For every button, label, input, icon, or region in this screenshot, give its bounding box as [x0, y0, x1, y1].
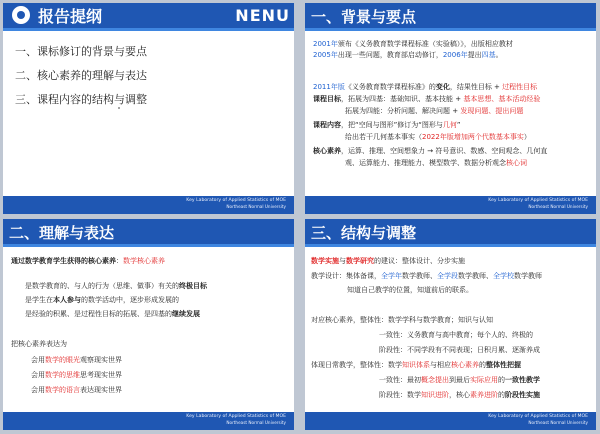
- text-line: 阶段性：不同学段有不同表现；日积月累、逐渐养成: [379, 346, 540, 354]
- footer-text: Key Laboratory of Applied Statistics of MOE Northeast Normal University: [488, 198, 588, 209]
- text-line: 核心素养，运算、推理、空间想象力 → 符号意识、数感、空间观念、几何直: [313, 147, 548, 155]
- outline-item-3: 三、课程内容的结构与调整: [15, 93, 147, 106]
- text-line: 是经验的积累、是过程性目标的拓展、是四基的继续发展: [25, 310, 200, 318]
- text-line: 数学实施与数学研究的建议：整体设计、分步实施: [311, 257, 465, 265]
- title-band: [305, 3, 596, 31]
- text-line: 会用数学的眼光观察现实世界: [31, 356, 122, 364]
- text-line: 2005年出现一些问题，教育部启动修订，2006年提出四基。: [313, 51, 503, 59]
- band-stripe: [305, 244, 596, 247]
- university-logo-icon: [10, 4, 32, 26]
- slide-footer: [305, 412, 596, 430]
- text-line: 知道自己教学的位置，知道前后的联系。: [347, 286, 473, 294]
- title-band: [305, 219, 596, 247]
- text-line: 教学设计：集体备课，全学年数学教师、全学段数学教师、全学校数学教师: [311, 272, 542, 280]
- footer-text: Key Laboratory of Applied Statistics of MOE Northeast Normal University: [186, 414, 286, 425]
- title-band: [3, 219, 294, 247]
- text-line: 2001年颁布《义务教育数学课程标准（实验稿）》，出版相应教材: [313, 40, 513, 48]
- slide-understanding: [3, 219, 294, 430]
- footer-text: Key Laboratory of Applied Statistics of MOE Northeast Normal University: [488, 414, 588, 425]
- text-line: 2011年版《义务教育数学课程标准》的变化，结果性目标 + 过程性目标: [313, 83, 538, 91]
- text-line: 课程内容，把“空间与图形”修订为“图形与几何”: [313, 121, 461, 129]
- slide-structure: [305, 219, 596, 430]
- slide-footer: [3, 196, 294, 214]
- band-stripe: [3, 244, 294, 247]
- text-line: 是学生在本人参与的数学活动中，逐步形成发展的: [25, 296, 179, 304]
- text-line: 阶段性：数学知识进阶，核心素养进阶的阶段性实施: [379, 391, 540, 399]
- text-line: 拓展为四能：分析问题、解决问题 + 发现问题、提出问题: [345, 107, 524, 115]
- cursor-dot: [118, 107, 120, 109]
- band-stripe: [3, 28, 294, 31]
- band-stripe: [305, 28, 596, 31]
- text-line: 通过数学教育学生获得的核心素养：数学核心素养: [11, 257, 165, 265]
- watermark-text: NENU: [235, 6, 290, 25]
- slide-outline: [3, 3, 294, 214]
- outline-item-1: 一、课标修订的背景与要点: [15, 45, 147, 58]
- text-line: 把核心素养表达为: [11, 340, 67, 348]
- text-line: 体现日常教学，整体性：数学知识体系与相应核心素养的整体性把握: [311, 361, 521, 369]
- text-line: 一致性：义务教育与高中教育；每个人的、终极的: [379, 331, 533, 339]
- text-line: 会用数学的思维思考现实世界: [31, 371, 122, 379]
- slide-footer: [305, 196, 596, 214]
- text-line: 一致性：最初概念提出到最后实际应用的一致性教学: [379, 376, 540, 384]
- text-line: 会用数学的语言表达现实世界: [31, 386, 122, 394]
- text-line: 观、运算能力、推理能力、模型数学、数据分析观念核心词: [345, 159, 527, 167]
- text-line: 对应核心素养，整体性：数学学科与数学教育；知识与认知: [311, 316, 493, 324]
- slide-title: 三、结构与调整: [311, 224, 417, 242]
- slide-title: 二、理解与表达: [9, 224, 115, 242]
- title-band: [3, 3, 294, 31]
- slide-title: 报告提纲: [38, 7, 103, 26]
- outline-item-2: 二、核心素养的理解与表达: [15, 69, 147, 82]
- footer-text: Key Laboratory of Applied Statistics of MOE Northeast Normal University: [186, 198, 286, 209]
- slide-title: 一、背景与要点: [311, 8, 417, 26]
- slide-background: [305, 3, 596, 214]
- text-line: 给出若干几何基本事实（2022年版增加两个代数基本事实）: [345, 133, 531, 141]
- text-line: 是数学教育的、与人的行为（思维、做事）有关的终极目标: [25, 282, 207, 290]
- slide-footer: [3, 412, 294, 430]
- text-line: 课程目标，拓展为四基：基础知识、基本技能 + 基本思想、基本活动经验: [313, 95, 541, 103]
